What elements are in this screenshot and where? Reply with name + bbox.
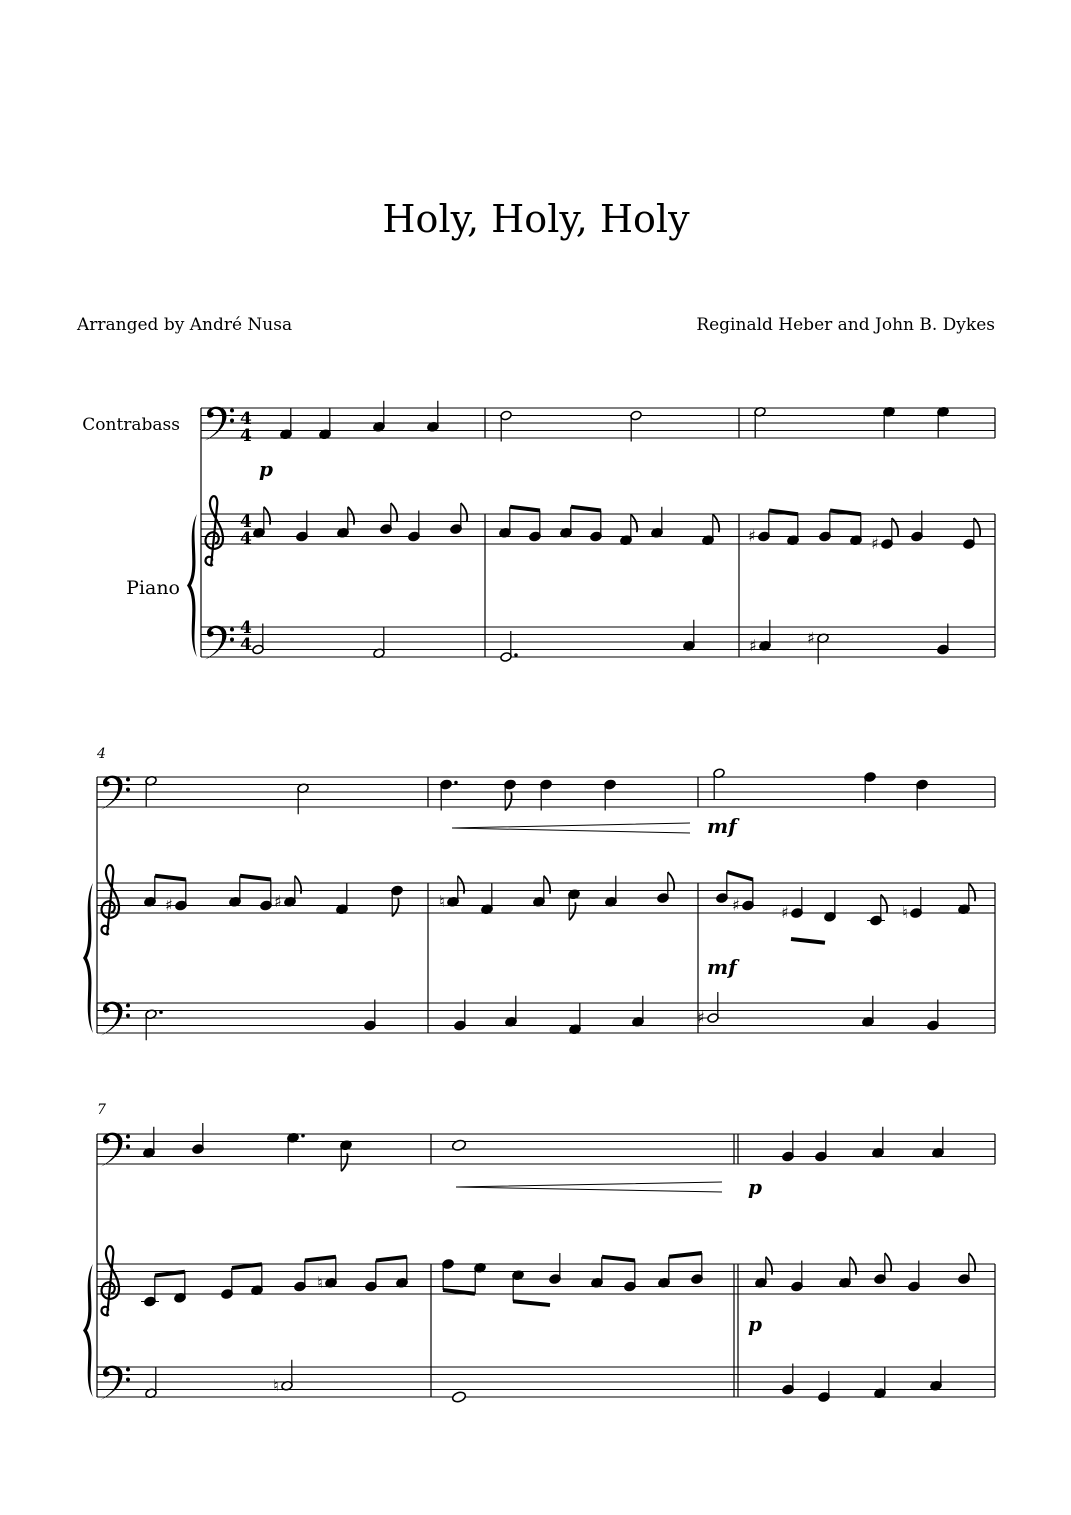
whole-note-icon <box>451 1139 466 1152</box>
crescendo-hairpin-m5 <box>452 823 690 833</box>
sharp-icon: ♯ <box>781 903 789 922</box>
note-beam <box>791 939 825 943</box>
dynamic-p-bass-m9: p <box>748 1175 762 1199</box>
arranger-credit: Arranged by André Nusa <box>77 315 293 335</box>
dynamic-p-bass-m1: p <box>259 457 273 481</box>
dynamic-mf-bass-m6: mf <box>707 814 737 838</box>
note-beam <box>669 1253 702 1257</box>
brace-icon <box>83 883 93 1033</box>
note-flag <box>974 518 980 536</box>
natural-icon: ♮ <box>273 1375 279 1395</box>
bass-clef-icon <box>101 776 130 810</box>
time-sig-top-bass: 4 <box>240 409 252 429</box>
note-flag <box>505 793 511 811</box>
time-sig-bottom-bass: 4 <box>240 426 252 446</box>
time-sig-top-pbass: 4 <box>240 618 252 638</box>
natural-icon: ♮ <box>317 1272 323 1292</box>
sharp-icon: ♯ <box>748 526 756 546</box>
note-beam <box>571 507 601 511</box>
note-beam <box>155 1272 185 1276</box>
augmentation-dot <box>514 653 518 657</box>
note-flag <box>881 895 887 913</box>
brace-icon <box>187 514 197 657</box>
note-flag <box>885 1253 891 1271</box>
treble-clef-icon <box>206 496 223 566</box>
note-flag <box>631 514 637 532</box>
sharp-icon: ♯ <box>274 891 282 911</box>
bass-clef-icon <box>205 407 234 441</box>
dynamic-mf-piano-m6: mf <box>707 955 737 979</box>
sharp-icon: ♯ <box>165 895 173 915</box>
note-flag <box>569 902 575 920</box>
note-flag <box>461 503 467 521</box>
notes-group <box>141 401 980 1404</box>
note-flag <box>391 503 397 521</box>
time-sig-top-treble: 4 <box>240 512 252 532</box>
note-flag <box>264 507 270 525</box>
sharp-icon: ♯ <box>871 534 879 553</box>
note-beam <box>376 1257 407 1261</box>
note-beam <box>513 1301 550 1305</box>
augmentation-dot <box>159 1010 163 1014</box>
note-beam <box>443 1290 475 1294</box>
bass-clef-icon <box>101 1002 130 1036</box>
note-flag <box>668 872 674 890</box>
note-beam <box>155 876 186 880</box>
note-flag <box>850 1257 856 1275</box>
page-title: Holy, Holy, Holy <box>382 197 690 241</box>
note-flag <box>713 514 719 532</box>
augmentation-dot <box>301 1134 305 1138</box>
note-flag <box>544 876 550 894</box>
note-flag <box>969 1253 975 1271</box>
measure-number-7: 7 <box>97 1102 106 1118</box>
piano-label: Piano <box>126 577 180 599</box>
natural-icon: ♮ <box>902 903 908 922</box>
time-sig-bottom-treble: 4 <box>240 529 252 549</box>
note-flag <box>295 876 301 894</box>
whole-note-icon <box>451 1391 466 1404</box>
note-flag <box>341 1153 347 1171</box>
bass-clef-icon <box>205 626 234 660</box>
treble-clef-icon <box>102 1246 119 1316</box>
time-sig-bottom-pbass: 4 <box>240 635 252 655</box>
note-flag <box>392 899 398 917</box>
sharp-icon: ♯ <box>749 635 757 655</box>
natural-icon: ♮ <box>439 891 445 911</box>
bass-clef-icon <box>101 1133 130 1167</box>
note-beam <box>510 507 540 511</box>
note-flag <box>892 518 898 536</box>
dynamic-p-piano-m9: p <box>748 1312 762 1336</box>
treble-clef-icon <box>102 865 119 935</box>
note-beam <box>240 876 271 880</box>
sharp-icon: ♯ <box>732 895 740 915</box>
bass-clef-icon <box>101 1366 130 1400</box>
note-flag <box>969 883 975 901</box>
composer-credit: Reginald Heber and John B. Dykes <box>696 315 995 335</box>
sharp-icon: ♯ <box>697 1008 705 1027</box>
note-flag <box>348 507 354 525</box>
note-beam <box>727 872 753 880</box>
note-flag <box>458 876 464 894</box>
note-beam <box>232 1264 262 1268</box>
note-beam <box>602 1257 635 1261</box>
augmentation-dot <box>454 781 458 785</box>
note-beam <box>305 1257 336 1261</box>
contrabass-label: Contrabass <box>82 415 180 435</box>
note-flag <box>766 1257 772 1275</box>
brace-icon <box>83 1264 93 1397</box>
sharp-icon: ♯ <box>807 628 815 648</box>
measure-number-4: 4 <box>97 746 106 762</box>
crescendo-hairpin-m8 <box>456 1182 722 1192</box>
